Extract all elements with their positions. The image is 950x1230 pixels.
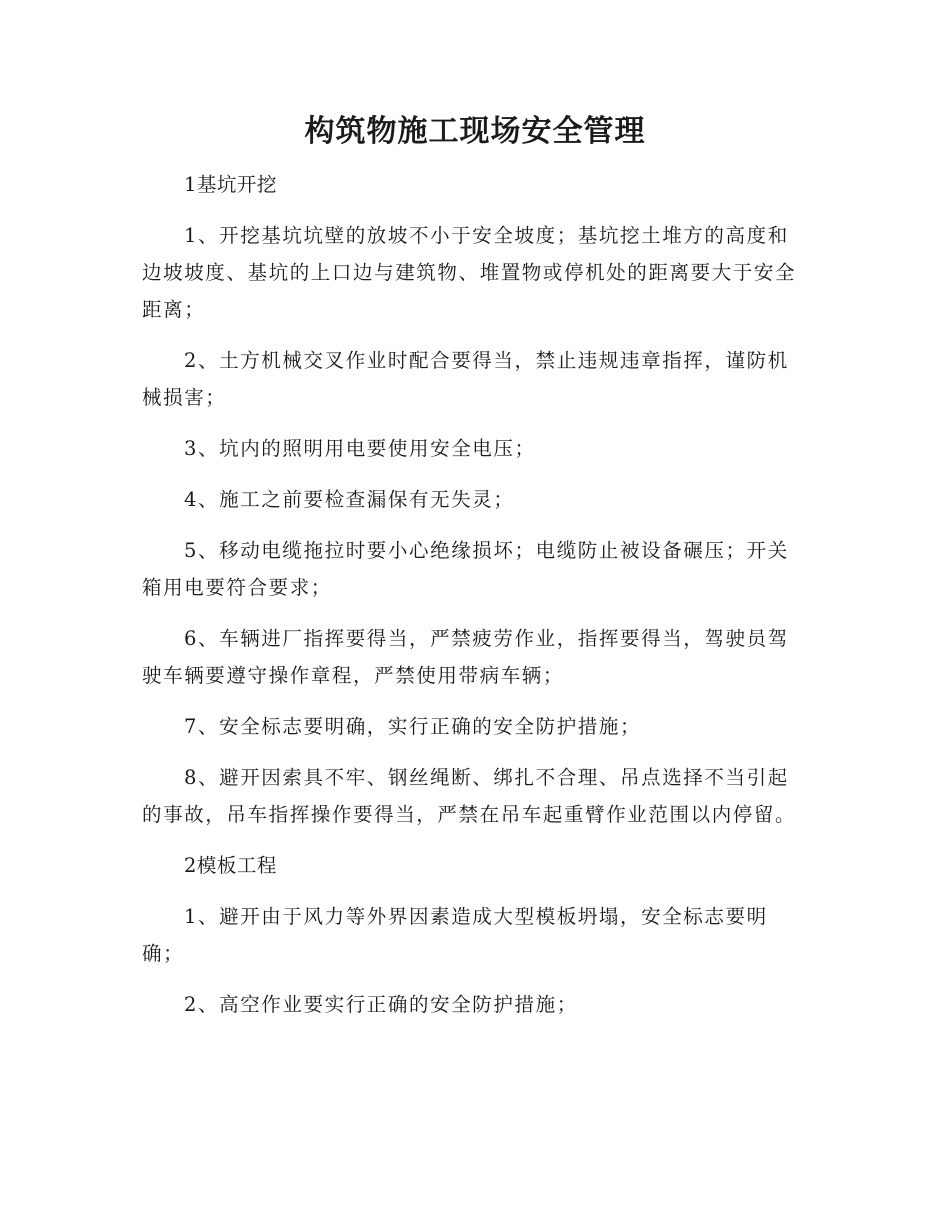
list-item: 2、高空作业要实行正确的安全防护措施； xyxy=(184,993,578,1016)
section-heading: 1基坑开挖 xyxy=(184,173,277,196)
list-item: 3、坑内的照明用电要使用安全电压； xyxy=(184,437,536,460)
list-item: 6、车辆进厂指挥要得当，严禁疲劳作业，指挥要得当，驾驶员驾驶车辆要遵守操作章程，严禁使用带病车辆； xyxy=(142,627,789,687)
list-item: 7、安全标志要明确，实行正确的安全防护措施； xyxy=(184,715,642,738)
list-item: 1、避开由于风力等外界因素造成大型模板坍塌，安全标志要明确； xyxy=(142,905,768,965)
section-heading: 2模板工程 xyxy=(184,854,277,877)
list-item: 5、移动电缆拖拉时要小心绝缘损坏；电缆防止被设备碾压；开关箱用电要符合要求； xyxy=(142,539,789,599)
list-item: 4、施工之前要检查漏保有无失灵； xyxy=(184,488,515,511)
list-item: 1、开挖基坑坑壁的放坡不小于安全坡度；基坑挖土堆方的高度和边坡坡度、基坑的上口边与建筑物、堆置物或停机处的距离要大于安全距离； xyxy=(142,224,797,321)
document-title: 构筑物施工现场安全管理 xyxy=(304,114,646,149)
list-item: 8、避开因索具不牢、钢丝绳断、绑扎不合理、吊点选择不当引起的事故，吊车指挥操作要得当，严禁在吊车起重臂作业范围以内停留。 xyxy=(142,766,797,826)
document-body xyxy=(142,166,808,1037)
list-item: 2、土方机械交叉作业时配合要得当，禁止违规违章指挥，谨防机械损害； xyxy=(142,349,789,409)
